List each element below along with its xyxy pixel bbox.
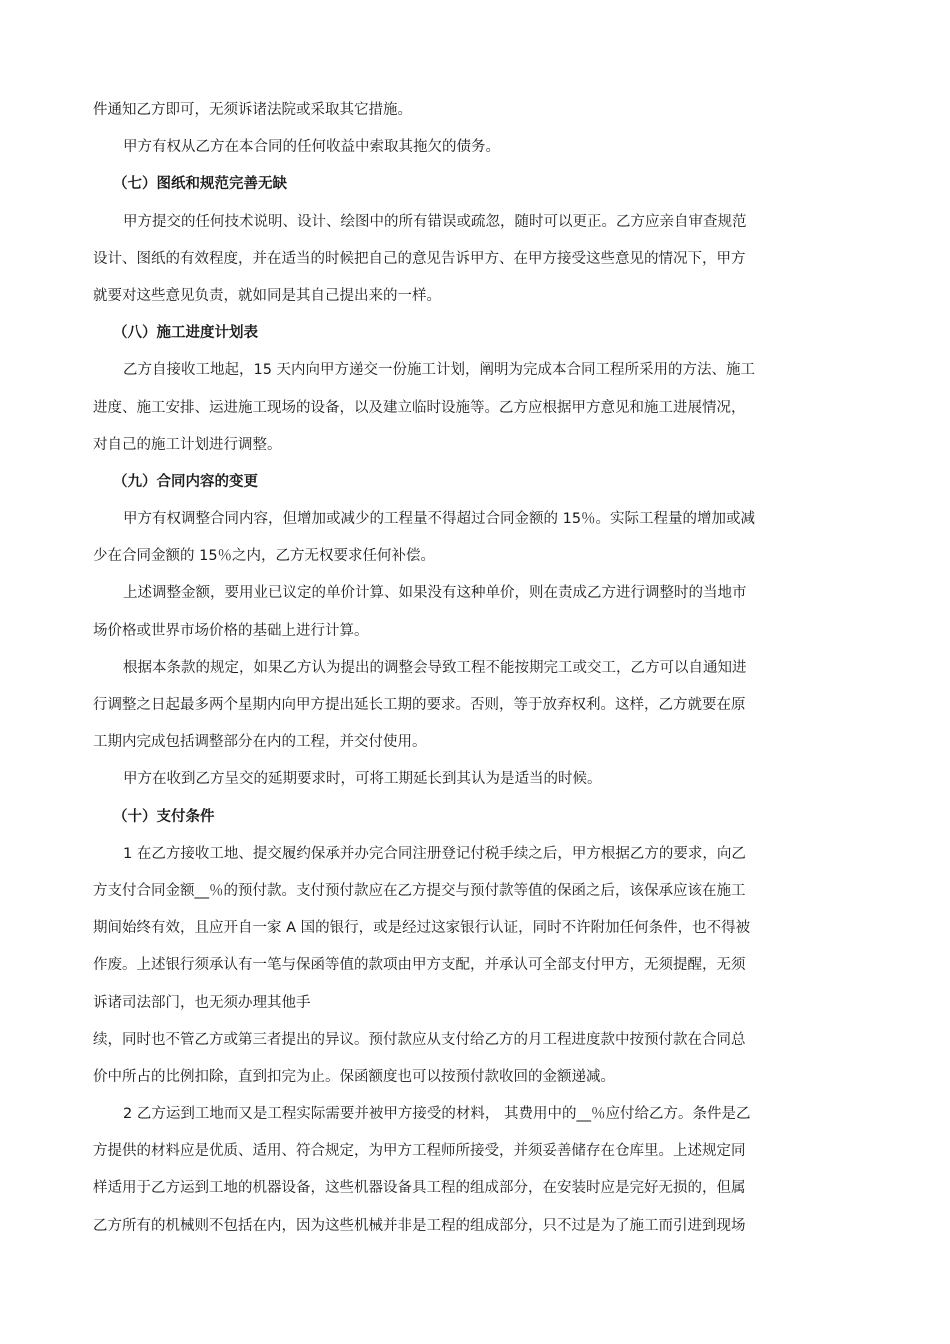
document-body	[93, 100, 863, 1253]
text-line: 价中所占的比例扣除，直到扣完为止。保函额度也可以按预付款收回的金额递减。	[93, 1068, 615, 1085]
text-line: 甲方有权从乙方在本合同的任何收益中索取其拖欠的债务。	[123, 139, 500, 156]
text-line: 进度、施工安排、运进施工现场的设备，以及建立临时设施等。乙方应根据甲方意见和施工进展情况，	[93, 399, 746, 416]
text-line: 2 乙方运到工地而又是工程实际需要并被甲方接受的材料， 其费用中的__％应付给乙方。条件是乙	[123, 1106, 751, 1123]
section-heading-10: （十）支付条件	[113, 808, 215, 825]
text-line: 期间始终有效，且应开自一家 A 国的银行，或是经过这家银行认证，同时不许附加任何条件，也不得被	[93, 920, 751, 937]
text-line: 方提供的材料应是优质、适用、符合规定，为甲方工程师所接受，并须妥善储存在仓库里。上述规定同	[93, 1143, 746, 1160]
text-line: 就要对这些意见负责，就如同是其自己提出来的一样。	[93, 287, 441, 304]
text-line: 少在合同金额的 15％之内，乙方无权要求任何补偿。	[93, 548, 436, 565]
text-line: 件通知乙方即可，无须诉诸法院或采取其它措施。	[93, 102, 412, 118]
text-line: 样适用于乙方运到工地的机器设备，这些机器设备具工程的组成部分，在安装时应是完好无损的，但属	[93, 1180, 746, 1197]
text-line: 工期内完成包括调整部分在内的工程，并交付使用。	[93, 734, 427, 751]
text-line: 方支付合同金额__％的预付款。支付预付款应在乙方提交与预付款等值的保函之后，该保承应该在施工	[93, 882, 746, 899]
text-line: 乙方所有的机械则不包括在内，因为这些机械并非是工程的组成部分，只不过是为了施工而引进到现场	[93, 1217, 746, 1234]
text-line: 场价格或世界市场价格的基础上进行计算。	[93, 622, 369, 639]
text-line: 乙方自接收工地起，15 天内向甲方递交一份施工计划，阐明为完成本合同工程所采用的方法、施工	[123, 362, 756, 379]
text-line: 作废。上述银行须承认有一笔与保函等值的款项由甲方支配，并承认可全部支付甲方，无须提醒，无须	[93, 957, 746, 974]
text-line: 甲方提交的任何技术说明、设计、绘图中的所有错误或疏忽，随时可以更正。乙方应亲自审查规范	[123, 213, 747, 230]
section-heading-9: （九）合同内容的变更	[113, 473, 258, 490]
text-line: 上述调整金额，要用业已议定的单价计算、如果没有这种单价，则在责成乙方进行调整时的当地市	[123, 585, 747, 602]
text-line: 根据本条款的规定，如果乙方认为提出的调整会导致工程不能按期完工或交工，乙方可以自通知进	[123, 659, 747, 676]
text-line: 设计、图纸的有效程度，并在适当的时候把自己的意见告诉甲方、在甲方接受这些意见的情况下，甲方	[93, 250, 746, 267]
section-heading-8: （八）施工进度计划表	[113, 325, 258, 342]
text-line: 诉诸司法部门，也无须办理其他手	[93, 994, 311, 1011]
text-line: 对自己的施工计划进行调整。	[93, 436, 282, 453]
text-line: 续，同时也不管乙方或第三者提出的异议。预付款应从支付给乙方的月工程进度款中按预付款在合同总	[93, 1031, 746, 1048]
text-line: 1 在乙方接收工地、提交履约保承并办完合同注册登记付税手续之后，甲方根据乙方的要求，向乙	[123, 845, 746, 862]
text-line: 行调整之日起最多两个星期内向甲方提出延长工期的要求。否则，等于放弃权利。这样，乙方就要在原	[93, 697, 746, 713]
text-line: 甲方有权调整合同内容，但增加或减少的工程量不得超过合同金额的 15％。实际工程量的增加或减	[123, 511, 756, 528]
text-line: 甲方在收到乙方呈交的延期要求时，可将工期延长到其认为是适当的时候。	[123, 771, 602, 788]
section-heading-7: （七）图纸和规范完善无缺	[113, 176, 287, 193]
